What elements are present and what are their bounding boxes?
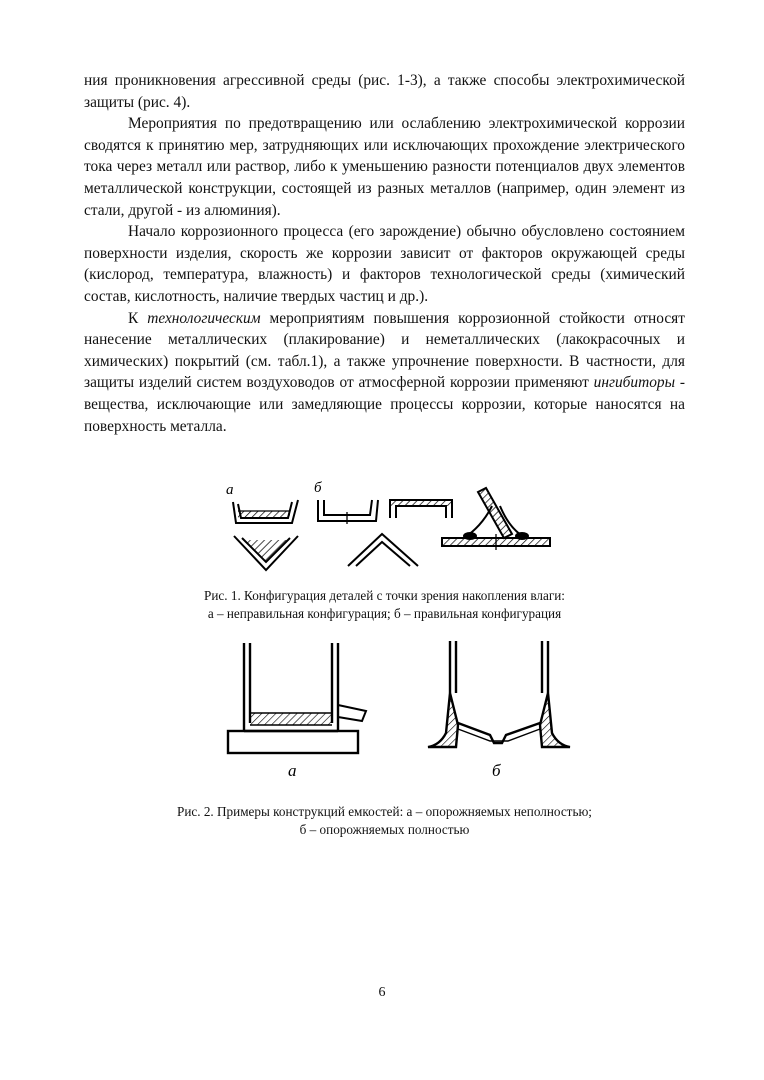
fig1-channel-up xyxy=(233,500,298,523)
paragraph-3: Начало коррозионного процесса (его зарождение) обычно обусловлено состоянием поверхности изделия, скорость же коррозии зависит от факторов окружающей среды (кислород, температура, влажность) и факторов технологической среды (химический состав, кислотность, наличие твердых частиц и др.). xyxy=(84,223,685,305)
figure-2-label-b: б xyxy=(492,761,501,780)
figure-2-caption-line-2: б – опорожняемых полностью xyxy=(299,821,470,837)
paragraph-4-text-a: К xyxy=(128,309,148,327)
fig1-angle-v xyxy=(234,536,298,570)
emphasis-technological: технологическим xyxy=(147,309,261,327)
figure-2-label-a: а xyxy=(288,761,297,780)
fig1-angle-inverted xyxy=(348,534,418,566)
paragraph-4-text-e: - вещества, исключающие или замедляющие процессы коррозии, которые наносятся на поверхность металла. xyxy=(84,374,685,435)
fig1-channel-down xyxy=(390,500,452,518)
paragraph-4 xyxy=(84,308,685,438)
fig1-channel-drained xyxy=(318,500,378,524)
figure-1-caption xyxy=(84,587,685,622)
fig2-tank-partial xyxy=(228,643,366,753)
figure-2-caption-line-1: Рис. 2. Примеры конструкций емкостей: а – опорожняемых неполностью; xyxy=(177,804,592,819)
figure-2-caption xyxy=(84,803,685,838)
figure-1-drawing xyxy=(220,478,560,578)
fig2-tank-full xyxy=(428,641,570,747)
figure-2-drawing xyxy=(172,633,592,783)
figure-1-label-b: б xyxy=(314,480,322,496)
figure-1-label-a: а xyxy=(226,482,234,498)
paragraph-2: Мероприятия по предотвращению или ослаблению электрохимической коррозии сводятся к принятию мер, затрудняющих или исключающих прохождение электрического тока через металл или раствор, либо к уменьшению разности потенциалов двух элементов металлической конструкции, состоящей из разных металлов (например, один элемент из стали, другой - из алюминия). xyxy=(84,115,685,219)
fig1-t-joint xyxy=(442,488,550,550)
figure-1-caption-line-2: а – неправильная конфигурация; б – правильная конфигурация xyxy=(207,605,562,621)
emphasis-inhibitors: ингибиторы xyxy=(593,374,676,392)
body-text xyxy=(84,70,685,437)
paragraph-1: ния проникновения агрессивной среды (рис. 1-3), а также способы электрохимической защиты (рис. 4). xyxy=(84,72,685,111)
paragraph-4-text-c: мероприятиям повышения коррозионной стойкости относят нанесение металлических (плакирование) и неметаллических (лакокрасочных и химических) покрытий (см. табл.1), а также упрочнение поверхности. В частности, для защиты изделий систем воздуховодов от атмосферной коррозии применяют xyxy=(84,309,685,392)
figure-1-caption-line-1: Рис. 1. Конфигурация деталей с точки зрения накопления влаги: xyxy=(204,588,565,603)
page-number: 6 xyxy=(378,985,386,1000)
